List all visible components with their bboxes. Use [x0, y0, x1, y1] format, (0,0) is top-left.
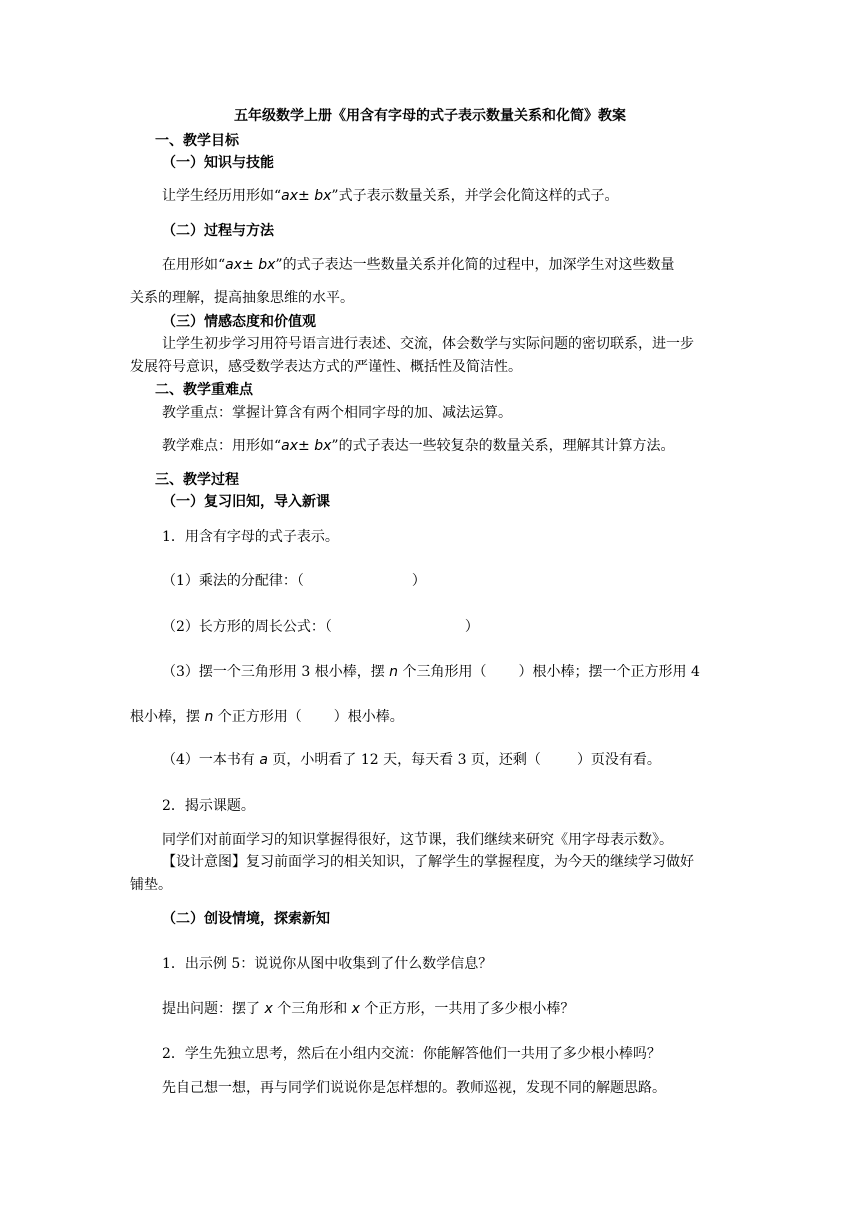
subheading-knowledge: （一）知识与技能 — [162, 155, 274, 171]
paragraph-attitude-line2: 发展符号意识，感受数学表达方式的严谨性、概括性及简洁性。 — [130, 359, 522, 375]
paragraph-key-point: 教学重点：掌握计算含有两个相同字母的加、减法运算。 — [162, 405, 512, 421]
variable-a: a — [259, 752, 268, 768]
question-1-2: （2）长方形的周长公式：（ ） — [162, 619, 479, 635]
paragraph-knowledge: 让学生经历用形如“ax± bx”式子表示数量关系，并学会化简这样的式子。 — [162, 188, 619, 204]
example-2-paragraph: 先自己想一想，再与同学们说说你是怎样想的。教师巡视，发现不同的解题思路。 — [162, 1080, 666, 1096]
question-1-3-line2: 根小棒，摆 n 个正方形用（ ）根小棒。 — [130, 709, 404, 725]
paragraph-process-line2: 关系的理解，提高抽象思维的水平。 — [130, 290, 354, 306]
question-1-3-line1: （3）摆一个三角形用 3 根小棒，摆 n 个三角形用（ ）根小棒；摆一个正方形用 4 — [162, 664, 700, 680]
formula-bx: bx — [314, 188, 332, 204]
paragraph-intro: 同学们对前面学习的知识掌握得很好，这节课，我们继续来研究《用字母表示数》。 — [162, 832, 673, 848]
section-heading-objectives: 一、教学目标 — [155, 133, 239, 149]
formula-bx: bx — [258, 257, 276, 273]
design-intent-line1: 【设计意图】复习前面学习的相关知识，了解学生的掌握程度，为今天的继续学习做好 — [162, 854, 694, 870]
subheading-review: （一）复习旧知，导入新课 — [162, 494, 330, 510]
paragraph-process-line1: 在用形如“ax± bx”的式子表达一些数量关系并化简的过程中，加深学生对这些数量 — [162, 257, 675, 273]
example-1-question: 提出问题：摆了 x 个三角形和 x 个正方形，一共用了多少根小棒？ — [162, 1001, 575, 1017]
formula-ax: ax — [225, 257, 243, 273]
section-heading-keypoints: 二、教学重难点 — [155, 382, 253, 398]
document-title: 五年级数学上册《用含有字母的式子表示数量关系和化简》教案 — [234, 108, 626, 124]
question-1: 1．用含有字母的式子表示。 — [162, 529, 339, 545]
question-2: 2．揭示课题。 — [162, 798, 255, 814]
formula-ax: ax — [281, 188, 299, 204]
formula-bx: bx — [314, 438, 332, 454]
variable-n: n — [204, 709, 214, 725]
variable-n: n — [389, 664, 399, 680]
variable-x: x — [264, 1001, 273, 1017]
example-1: 1．出示例 5：说说你从图中收集到了什么数学信息？ — [162, 956, 493, 972]
question-1-4: （4）一本书有 a 页，小明看了 12 天，每天看 3 页，还剩（ ）页没有看。 — [162, 752, 661, 768]
paragraph-difficulty: 教学难点：用形如“ax± bx”的式子表达一些较复杂的数量关系，理解其计算方法。 — [162, 438, 675, 454]
paragraph-attitude-line1: 让学生初步学习用符号语言进行表述、交流，体会数学与实际问题的密切联系，进一步 — [162, 336, 694, 352]
example-2: 2．学生先独立思考，然后在小组内交流：你能解答他们一共用了多少根小棒吗？ — [162, 1046, 661, 1062]
question-1-1: （1）乘法的分配律：（ ） — [162, 573, 426, 589]
formula-ax: ax — [281, 438, 299, 454]
variable-x: x — [351, 1001, 360, 1017]
subheading-attitude: （三）情感态度和价值观 — [162, 314, 316, 330]
subheading-process: （二）过程与方法 — [162, 223, 274, 239]
section-heading-process: 三、教学过程 — [155, 472, 239, 488]
design-intent-line2: 铺垫。 — [130, 877, 172, 893]
subheading-explore: （二）创设情境，探索新知 — [162, 911, 330, 927]
